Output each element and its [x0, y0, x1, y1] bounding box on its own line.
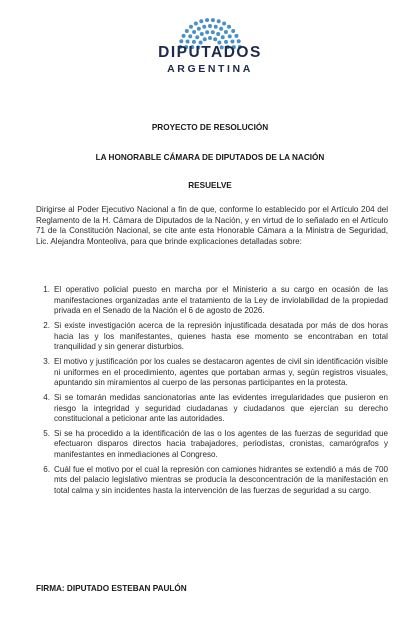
seat-dot [208, 24, 212, 28]
seat-dot [194, 22, 198, 26]
seat-dot [192, 30, 196, 34]
seat-dot [195, 35, 199, 39]
seat-dot [211, 18, 215, 22]
seat-dot [221, 35, 225, 39]
document-body: LA HONORABLE CÁMARA DE DIPUTADOS DE LA NACIÓN [95, 153, 325, 162]
seat-dot [234, 34, 238, 38]
signature: FIRMA: DIPUTADO ESTEBAN PAULÓN [36, 584, 187, 593]
item-text: Si se ha procedido a la identificación de las o los agentes de las fuerzas de seguridad que efectuaron disparos directos hacia trabajadores, periodistas, cronistas, camarógrafos y manifestantes en inmediaciones al Congreso. [54, 428, 388, 460]
seat-dot [230, 39, 234, 43]
item-number: 4. [43, 392, 50, 402]
seat-dot [202, 25, 206, 29]
seat-dot [237, 39, 241, 43]
seat-dot [222, 22, 226, 26]
seat-dot [203, 37, 207, 41]
item-number: 2. [43, 320, 50, 330]
list-item [36, 465, 388, 497]
seat-dot [231, 29, 235, 33]
seat-dot [205, 18, 209, 22]
document-resolves: RESUELVE [188, 181, 232, 190]
seat-dot [186, 39, 190, 43]
resolution-items [36, 285, 388, 501]
seat-dot [197, 27, 201, 31]
item-text: Si existe investigación acerca de la represión injustificada desatada por más de dos horas hacia las y los manifestantes, quienes hasta ese momento se encontraban en total tranquilidad y sin generar disturbios. [54, 320, 388, 352]
seat-dot [224, 30, 228, 34]
item-text: El motivo y justificación por los cuales se destacaron agentes de civil sin identificación visible ni uniformes en el procedimiento, agentes que portaban armas y, según registros visuales, apuntando sin miramientos al cuerpo de las personas participantes en la protesta. [54, 356, 388, 388]
seat-dot [182, 34, 186, 38]
item-number: 3. [43, 356, 50, 366]
seat-dot [205, 30, 209, 34]
seat-dot [211, 30, 215, 34]
item-number: 5. [43, 428, 50, 438]
item-text: Cuál fue el motivo por el cual la represión con camiones hidrantes se extendió a más de 700 mts del palacio legislativo mientras se producía la desconcentración de la manifestación en total calma y sin incidentes hasta la intervención de las fuerzas de seguridad a su cargo. [54, 464, 388, 496]
list-item [36, 285, 388, 317]
seat-dot [208, 36, 212, 40]
seat-dot [228, 34, 232, 38]
seat-dot [179, 39, 183, 43]
seat-dot [227, 25, 231, 29]
document-type: PROYECTO DE RESOLUCIÓN [151, 123, 269, 132]
chamber-country: ARGENTINA [167, 63, 253, 75]
item-text: Si se tomarán medidas sancionatorias ante las evidentes irregularidades que pusieron en riesgo la integridad y seguridad ciudadanas y ciudadanos que ejercían su derecho constitucional a peticionar ante las autoridades. [54, 392, 388, 424]
seat-dot [219, 27, 223, 31]
seat-dot [214, 25, 218, 29]
item-number: 6. [43, 464, 50, 474]
item-number: 1. [43, 285, 50, 294]
seat-dot [213, 37, 217, 41]
seat-dot [217, 19, 221, 23]
chamber-name: DIPUTADOS [158, 44, 262, 61]
seat-dot [200, 32, 204, 36]
list-item [36, 429, 388, 461]
item-text: El operativo policial puesto en marcha por el Ministerio a su cargo en ocasión de las manifestaciones organizadas ante el tratamiento de la Ley de inviolabilidad de la propiedad privada en el Senado de la Nación el 6 de agosto de 2026. [54, 285, 388, 316]
seat-dot [189, 25, 193, 29]
list-item [36, 321, 388, 353]
list-item [36, 357, 388, 389]
seat-dot [199, 19, 203, 23]
seat-dot [216, 32, 220, 36]
list-item [36, 393, 388, 425]
seat-dot [185, 29, 189, 33]
intro-paragraph: Dirigirse al Poder Ejecutivo Nacional a fin de que, conforme lo establecido por el Artículo 204 del Reglamento de la H. Cámara de Diputados de la Nación, y en virtud de lo señalado en el Artículo 71 de la Constitución Nacional, se cite ante esta Honorable Cámara a la Ministra de Seguridad, Lic. Alejandra Monteoliva, para que brinde explicaciones detalladas sobre: [36, 205, 388, 246]
seat-dot [188, 34, 192, 38]
